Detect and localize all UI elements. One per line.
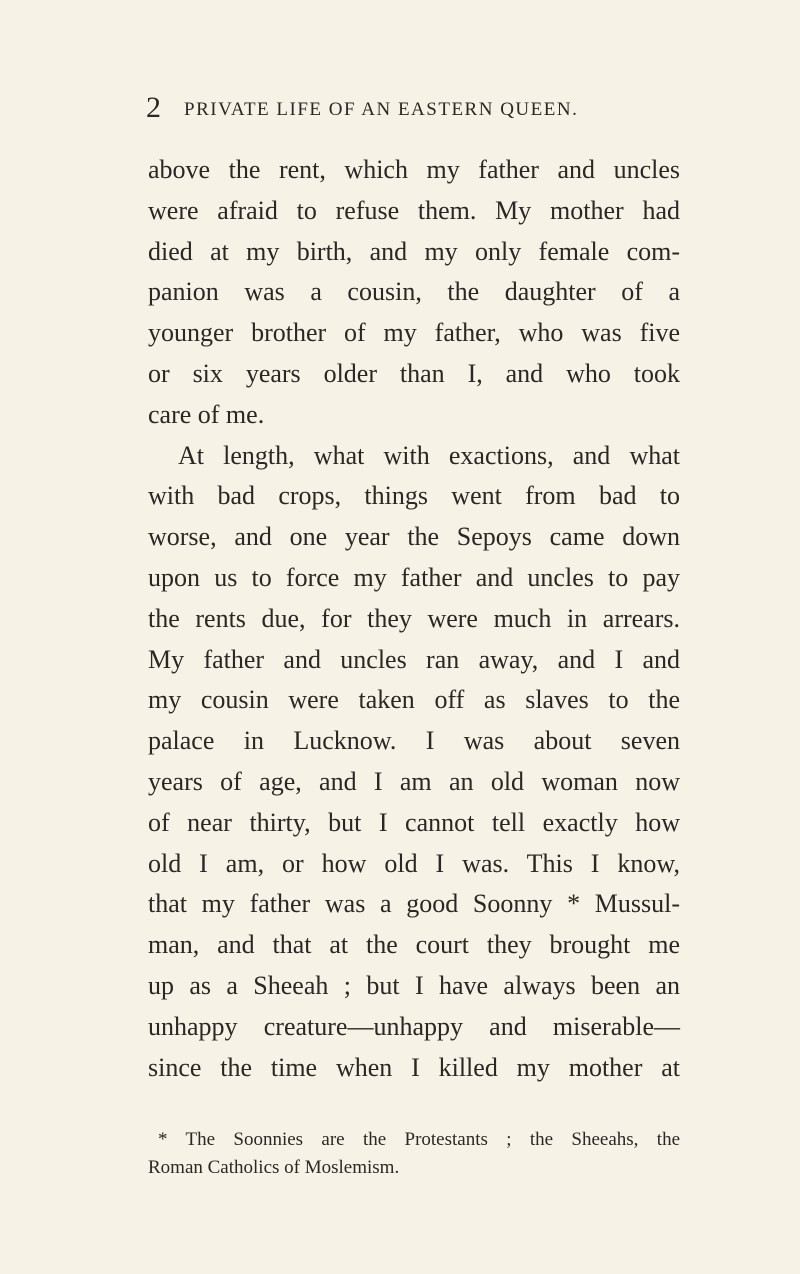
- text-line: with bad crops, things went from bad to: [148, 481, 680, 511]
- running-head: [146, 91, 686, 125]
- body-text: [148, 150, 680, 1088]
- footnote-line: Roman Catholics of Moslemism.: [148, 1157, 400, 1178]
- text-line: died at my birth, and my only female com-: [148, 236, 680, 266]
- footnote: [148, 1126, 680, 1182]
- text-line: younger brother of my father, who was five: [148, 318, 680, 348]
- text-line: upon us to force my father and uncles to pay: [148, 562, 680, 592]
- text-line: care of me.: [148, 399, 265, 429]
- text-line: that my father was a good Soonny * Mussul-: [148, 889, 680, 919]
- text-line: palace in Lucknow. I was about seven: [148, 726, 680, 756]
- text-line: the rents due, for they were much in arrears.: [148, 603, 680, 633]
- text-line: or six years older than I, and who took: [148, 358, 680, 388]
- text-line: At length, what with exactions, and what: [178, 440, 680, 470]
- text-line: my cousin were taken off as slaves to the: [148, 685, 680, 715]
- text-line: man, and that at the court they brought me: [148, 930, 680, 960]
- text-line: of near thirty, but I cannot tell exactly how: [148, 807, 680, 837]
- text-line: worse, and one year the Sepoys came down: [148, 522, 680, 552]
- text-line: unhappy creature—unhappy and miserable—: [148, 1011, 680, 1041]
- text-line: up as a Sheeah ; but I have always been an: [148, 970, 680, 1000]
- text-line: panion was a cousin, the daughter of a: [148, 277, 680, 307]
- text-line: were afraid to refuse them. My mother had: [148, 195, 680, 225]
- page-number: 2: [146, 91, 161, 124]
- running-title: PRIVATE LIFE OF AN EASTERN QUEEN.: [184, 99, 579, 120]
- text-line: old I am, or how old I was. This I know,: [148, 848, 680, 878]
- text-line: years of age, and I am an old woman now: [148, 766, 680, 796]
- text-line: above the rent, which my father and uncles: [148, 155, 680, 184]
- text-line: My father and uncles ran away, and I and: [148, 644, 680, 674]
- footnote-line: * The Soonnies are the Protestants ; the Sheeahs, the: [158, 1129, 680, 1150]
- text-line: since the time when I killed my mother at: [148, 1052, 680, 1082]
